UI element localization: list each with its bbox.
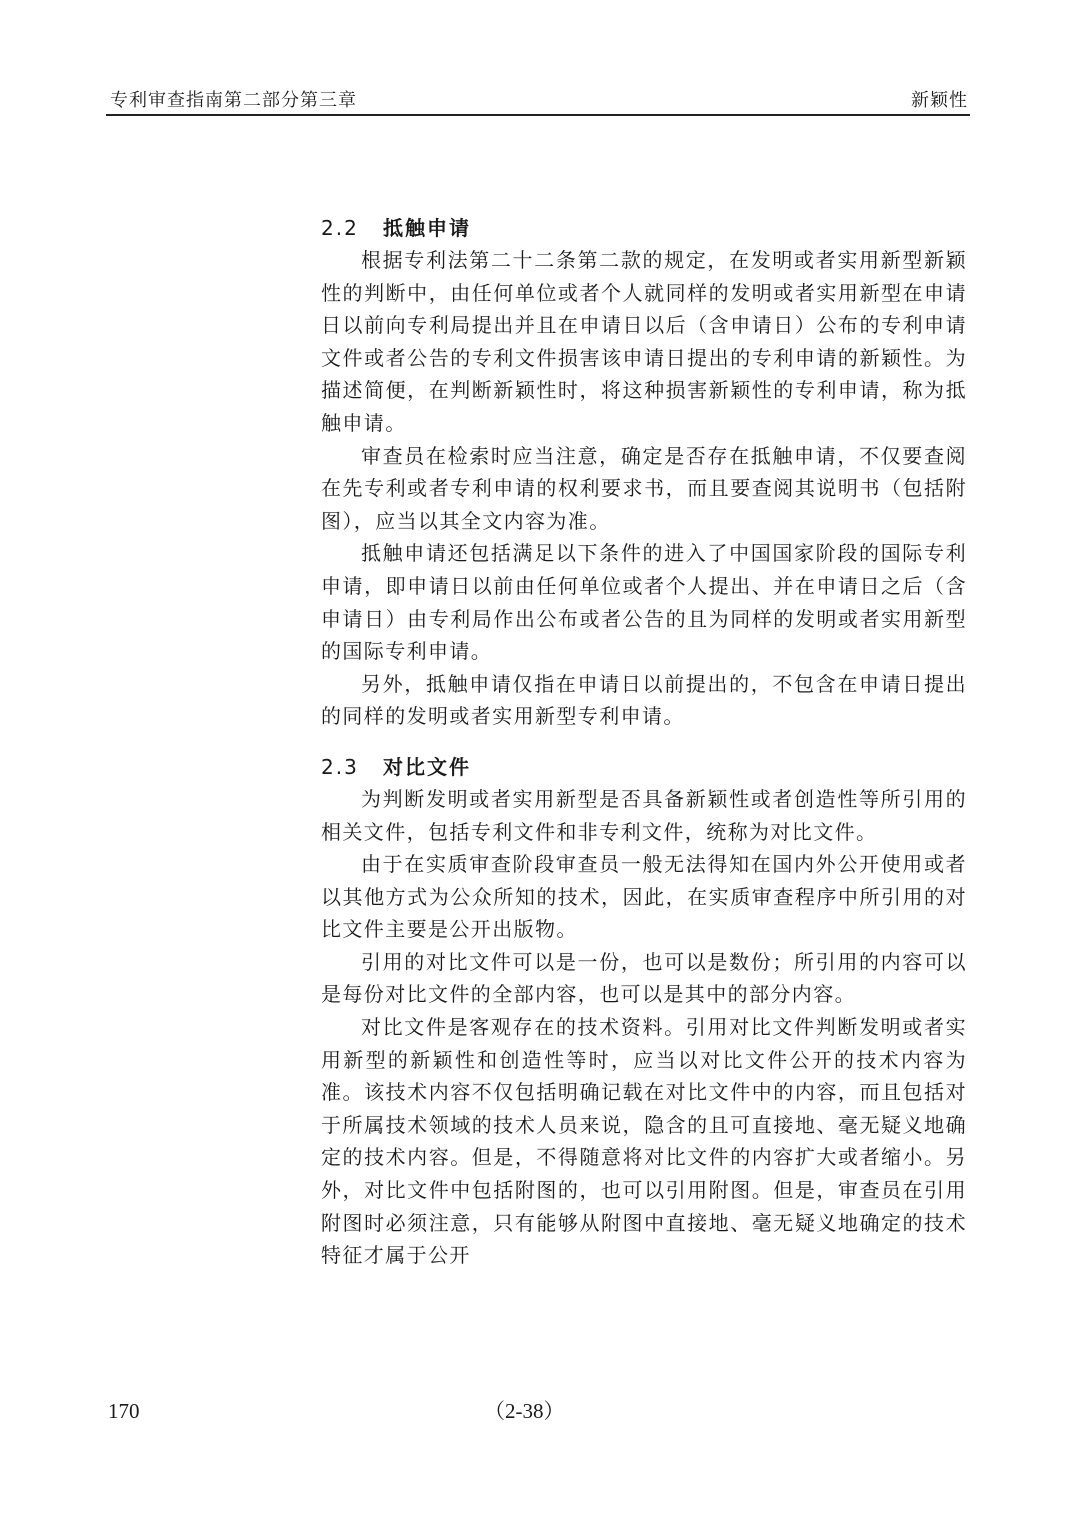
paragraph: 抵触申请还包括满足以下条件的进入了中国国家阶段的国际专利申请，即申请日以前由任何单位或者个人提出、并在申请日之后（含申请日）由专利局作出公布或者公告的且为同样的发明或者实用新型的国际专利申请。 <box>321 541 967 664</box>
paragraph: 根据专利法第二十二条第二款的规定，在发明或者实用新型新颖性的判断中，由任何单位或者个人就同样的发明或者实用新型在申请日以前向专利局提出并且在申请日以后（含申请日）公布的专利申请文件或者公告的专利文件损害该申请日提出的专利申请的新颖性。为描述简便，在判断新颖性时，将这种损害新颖性的专利申请，称为抵触申请。 <box>321 248 967 435</box>
section-number: 2.2 <box>321 216 359 240</box>
paragraph: 为判断发明或者实用新型是否具备新颖性或者创造性等所引用的相关文件，包括专利文件和非专利文件，统称为对比文件。 <box>321 786 967 844</box>
section-title: 对比文件 <box>383 754 471 779</box>
section-heading <box>321 751 967 783</box>
paragraph: 对比文件是客观存在的技术资料。引用对比文件判断发明或者实用新型的新颖性和创造性等时，应当以对比文件公开的技术内容为准。该技术内容不仅包括明确记载在对比文件中的内容，而且包括对于所属技术领域的技术人员来说，隐含的且可直接地、毫无疑义地确定的技术内容。但是，不得随意将对比文件的内容扩大或者缩小。另外，对比文件中包括附图的，也可以引用附图。但是，审查员在引用附图时必须注意，只有能够从附图中直接地、毫无疑义地确定的技术特征才属于公开 <box>321 1015 967 1268</box>
paragraph: 由于在实质审查阶段审查员一般无法得知在国内外公开使用或者以其他方式为公众所知的技术，因此，在实质审查程序中所引用的对比文件主要是公开出版物。 <box>321 852 967 942</box>
section-page-code: （2-38） <box>484 1399 565 1423</box>
section-number: 2.3 <box>321 754 359 779</box>
paragraph: 审查员在检索时应当注意，确定是否存在抵触申请，不仅要查阅在先专利或者专利申请的权利要求书，而且要查阅其说明书（包括附图），应当以其全文内容为准。 <box>321 443 967 533</box>
page-number: 170 <box>108 1399 140 1423</box>
running-header <box>110 88 968 114</box>
header-rule <box>106 114 970 116</box>
section-2-2 <box>321 212 967 733</box>
page-body <box>321 212 967 1290</box>
paragraph: 引用的对比文件可以是一份，也可以是数份；所引用的内容可以是每份对比文件的全部内容，也可以是其中的部分内容。 <box>321 949 967 1007</box>
section-2-3 <box>321 751 967 1272</box>
section-topic: 新颖性 <box>911 90 968 111</box>
paragraph: 另外，抵触申请仅指在申请日以前提出的，不包含在申请日提出的同样的发明或者实用新型专利申请。 <box>321 671 967 729</box>
section-heading <box>321 212 967 244</box>
chapter-title: 专利审查指南第二部分第三章 <box>110 90 357 111</box>
section-title: 抵触申请 <box>383 216 471 240</box>
